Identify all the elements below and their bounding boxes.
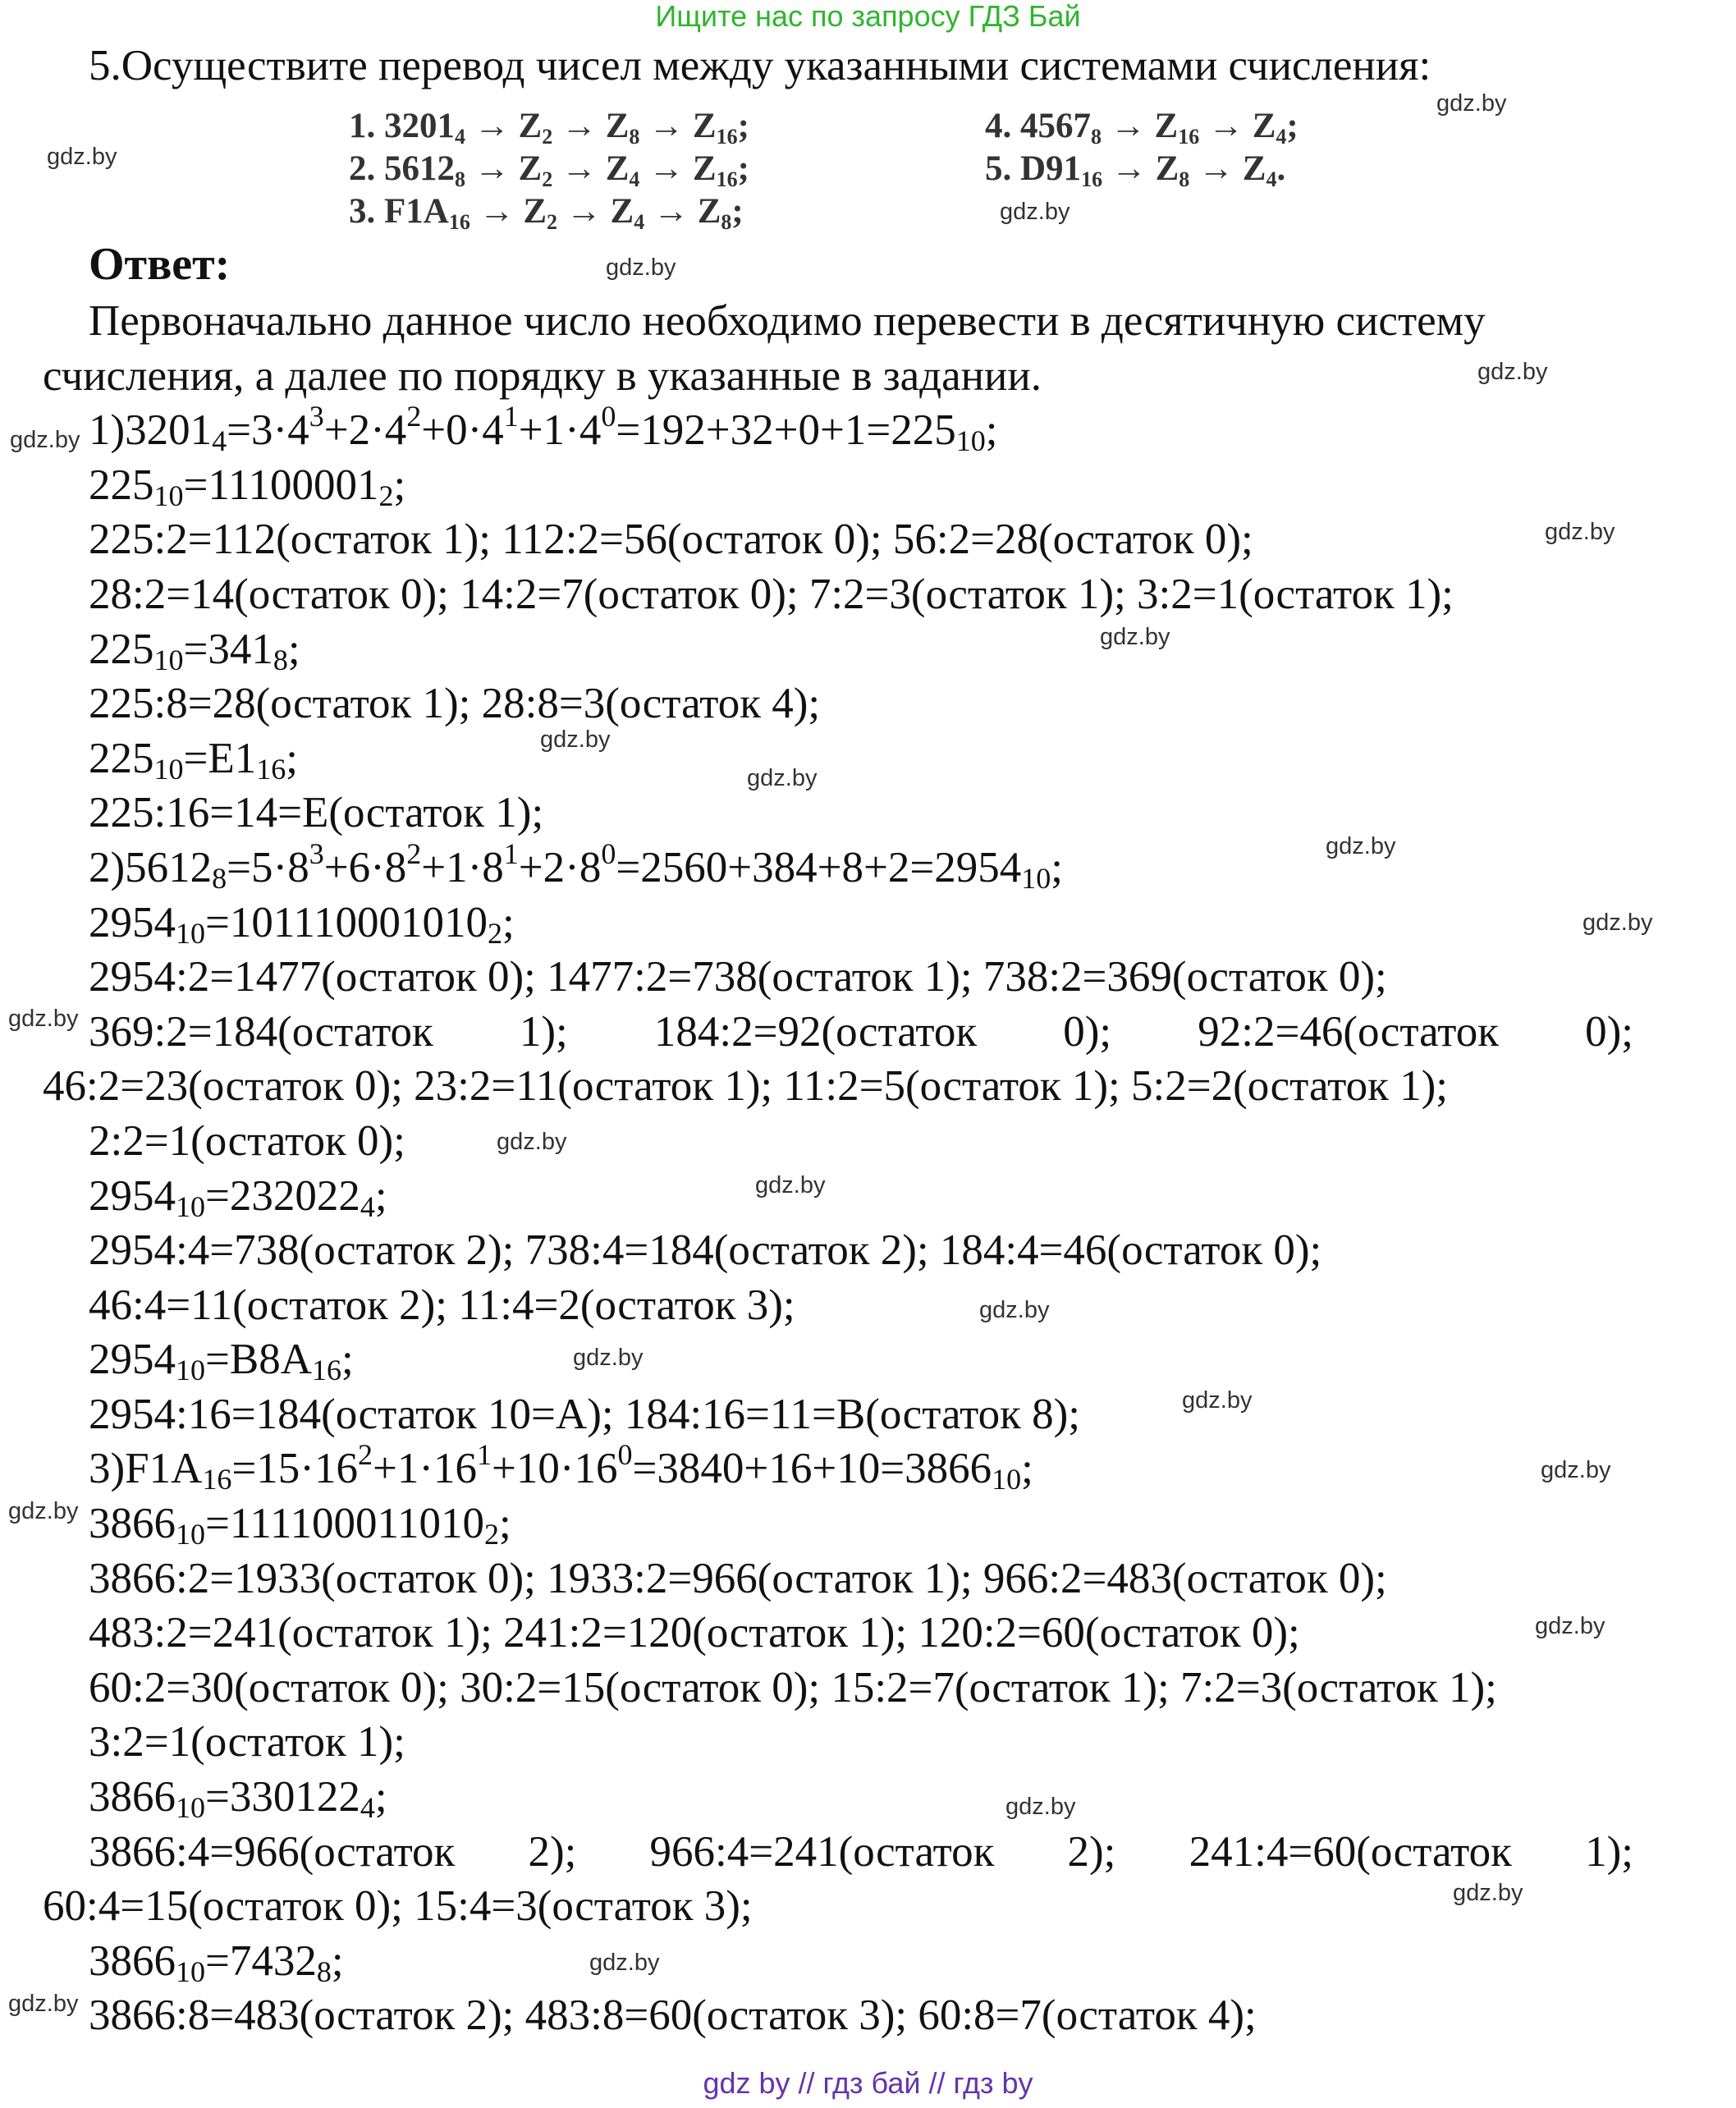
solution-line: $225_{10}=11100001_2$; — [89, 461, 406, 512]
watermark-text: gdz.by — [979, 1297, 1050, 1323]
intro-line-2: счисления, а далее по порядку в указанные в задании. — [43, 351, 1042, 400]
solution-line-part: 1); — [519, 1007, 568, 1056]
watermark-text: gdz.by — [10, 427, 80, 453]
watermark-text: gdz.by — [747, 765, 818, 791]
solution-line: 225:8=28(остаток 1); 28:8=3(остаток 4); — [89, 680, 821, 728]
solution-line-part: 184:2=92(остаток — [653, 1007, 978, 1056]
footer-links[interactable]: gdz by // гдз бай // гдз by — [703, 2066, 1033, 2100]
task-item: 5. $D91_{16} \to Z_8 \to Z_4$. — [985, 149, 1286, 191]
solution-line: $2954_{10}=101110001010_2$; — [89, 898, 515, 950]
solution-line-part: 0); — [1063, 1007, 1112, 1056]
watermark-text: gdz.by — [1453, 1880, 1523, 1906]
task-item: 4. $4567_8 \to Z_{16} \to Z_4$; — [985, 107, 1299, 149]
solution-line: 483:2=241(остаток 1); 241:2=120(остаток 1); 120:2=60(остаток 0); — [89, 1609, 1300, 1657]
task-item: 2. $5612_8 \to Z_2 \to Z_4 \to Z_{16}$; — [349, 149, 749, 191]
watermark-text: gdz.by — [1535, 1613, 1605, 1639]
solution-line: 3866:2=1933(остаток 0); 1933:2=966(остаток 1); 966:2=483(остаток 0); — [89, 1554, 1387, 1602]
solution-lines — [0, 400, 1736, 2043]
watermark-text: gdz.by — [573, 1345, 644, 1371]
header-banner: Ищите нас по запросу ГДЗ Бай — [655, 0, 1081, 33]
solution-line: $2954_{10}=232022_4$; — [89, 1171, 387, 1223]
watermark-text: gdz.by — [755, 1172, 826, 1198]
watermark-text: gdz.by — [1583, 910, 1653, 936]
task-item: 1. $3201_4 \to Z_2 \to Z_8 \to Z_{16}$; — [349, 107, 749, 149]
solution-line-part: 2); — [1067, 1827, 1116, 1876]
watermark-text: gdz.by — [1326, 833, 1396, 859]
solution-line-part: 92:2=46(остаток — [1198, 1007, 1500, 1056]
solution-line: 60:2=30(остаток 0); 30:2=15(остаток 0); 15:2=7(остаток 1); 7:2=3(остаток 1); — [89, 1663, 1497, 1712]
solution-line: $3866_{10}=7432_8$; — [89, 1936, 344, 1988]
solution-line: 28:2=14(остаток 0); 14:2=7(остаток 0); 7:2=3(остаток 1); 3:2=1(остаток 1); — [89, 570, 1454, 618]
task-title: 5.Осуществите перевод чисел между указанными системами счисления: — [89, 42, 1431, 89]
solution-line-part: 241:4=60(остаток — [1189, 1827, 1512, 1876]
watermark-text: gdz.by — [8, 1498, 79, 1524]
solution-line — [0, 1005, 1633, 1060]
solution-line: $225_{10}=E1_{16}$; — [89, 734, 298, 786]
task-list-left — [349, 105, 749, 233]
solution-line: 2954:4=738(остаток 2); 738:4=184(остаток 2); 184:4=46(остаток 0); — [89, 1226, 1322, 1275]
answer-label: Ответ: — [89, 239, 231, 290]
solution-line-part: 3866:4=966(остаток — [89, 1827, 456, 1876]
solution-line: $3866_{10}=330122_4$; — [89, 1773, 387, 1825]
solution-line: 2:2=1(остаток 0); — [89, 1116, 405, 1165]
watermark-text: gdz.by — [1436, 90, 1507, 117]
watermark-text: gdz.by — [1545, 519, 1615, 545]
watermark-text: gdz.by — [1005, 1794, 1076, 1820]
solution-line: 2954:2=1477(остаток 0); 1477:2=738(остаток 1); 738:2=369(остаток 0); — [89, 953, 1387, 1001]
solution-line: $3866_{10}=111100011010_2$; — [89, 1500, 511, 1551]
watermark-text: gdz.by — [1100, 624, 1170, 650]
solution-line: 225:2=112(остаток 1); 112:2=56(остаток 0); 56:2=28(остаток 0); — [89, 516, 1253, 564]
watermark-text: gdz.by — [8, 1991, 79, 2017]
solution-line: 46:2=23(остаток 0); 23:2=11(остаток 1); 11:2=5(остаток 1); 5:2=2(остаток 1); — [43, 1062, 1448, 1111]
solution-line-part: 0); — [1585, 1007, 1633, 1056]
watermark-text: gdz.by — [1182, 1387, 1253, 1414]
solution-line: $1)3201_4=3\cdot 4^3+2\cdot 4^2+0\cdot 4^1+1\cdot 4^0=192+32+0+1=225_{10}$; — [89, 400, 998, 458]
watermark-text: gdz.by — [497, 1129, 567, 1155]
solution-line: 60:4=15(остаток 0); 15:4=3(остаток 3); — [43, 1882, 753, 1931]
watermark-text: gdz.by — [1541, 1457, 1611, 1483]
solution-line-part: 1); — [1585, 1827, 1633, 1876]
solution-line: 2954:16=184(остаток 10=A); 184:16=11=B(остаток 8); — [89, 1390, 1081, 1438]
solution-line: 225:16=14=E(остаток 1); — [89, 789, 544, 837]
task-list-right — [985, 105, 1299, 190]
watermark-text: gdz.by — [1000, 199, 1070, 225]
solution-line-part: 369:2=184(остаток — [89, 1007, 433, 1056]
solution-line: $2)5612_8=5\cdot 8^3+6\cdot 8^2+1\cdot 8^1+2\cdot 8^0=2560+384+8+2=2954_{10}$; — [89, 836, 1064, 895]
task-item: 3. $F1A_{16} \to Z_2 \to Z_4 \to Z_8$; — [349, 192, 744, 234]
solution-line: $2954_{10}=B8A_{16}$; — [89, 1336, 354, 1387]
solution-line: 3:2=1(остаток 1); — [89, 1718, 405, 1767]
watermark-text: gdz.by — [540, 726, 611, 753]
watermark-text: gdz.by — [8, 1006, 79, 1032]
solution-line-part: 966:4=241(остаток — [649, 1827, 995, 1876]
solution-line: $3)F1A_{16}=15\cdot 16^2+1\cdot 16^1+10\cdot 16^0=3840+16+10=3866_{10}$; — [89, 1438, 1033, 1496]
watermark-text: gdz.by — [47, 144, 117, 170]
solution-line: 46:4=11(остаток 2); 11:4=2(остаток 3); — [89, 1281, 795, 1329]
watermark-text: gdz.by — [589, 1950, 660, 1976]
solution-line-part: 2); — [528, 1827, 577, 1876]
solution-line: $225_{10}=341_8$; — [89, 625, 300, 676]
solution-body — [0, 294, 1736, 2043]
solution-line — [0, 1825, 1633, 1880]
watermark-text: gdz.by — [1477, 359, 1548, 385]
solution-line: 3866:8=483(остаток 2); 483:8=60(остаток 3); 60:8=7(остаток 4); — [89, 1991, 1257, 2040]
watermark-text: gdz.by — [606, 254, 676, 281]
intro-line-1: Первоначально данное число необходимо перевести в десятичную систему — [89, 297, 1486, 345]
